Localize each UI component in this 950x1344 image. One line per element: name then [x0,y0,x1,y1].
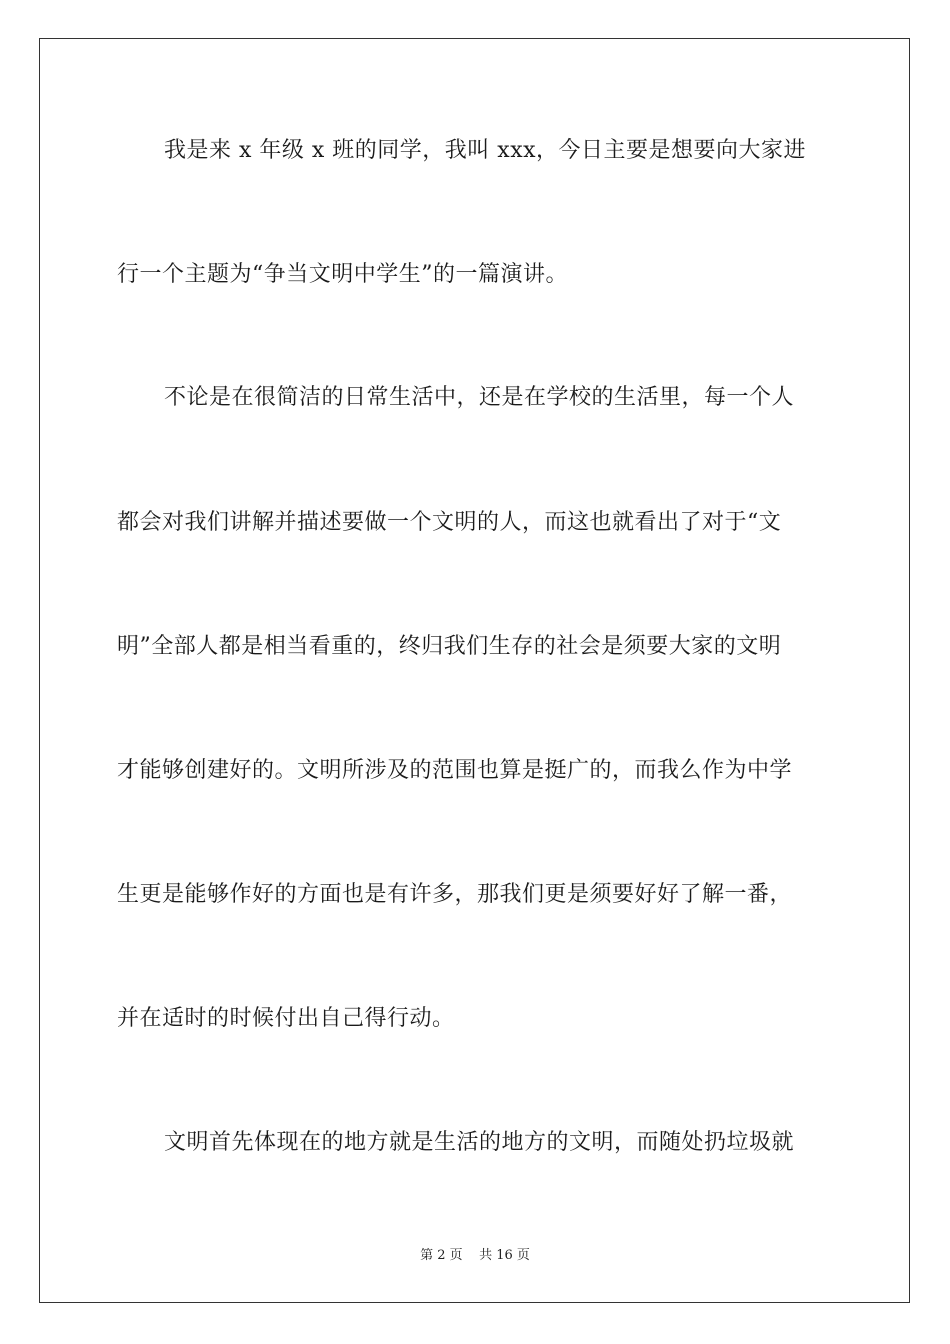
paragraph-line: 并在适时的时候付出自己得行动。 [117,1006,455,1031]
paragraph-line: 明”全部人都是相当看重的，终归我们生存的社会是须要大家的文明 [117,634,782,659]
paragraph-line: 我是来 x 年级 x 班的同学，我叫 xxx，今日主要是想要向大家进 [164,138,807,163]
paragraph-line: 都会对我们讲解并描述要做一个文明的人，而这也就看出了对于“文 [117,510,782,535]
paragraph-line: 行一个主题为“争当文明中学生”的一篇演讲。 [117,262,568,287]
page-border [39,38,910,1303]
paragraph-line: 生更是能够作好的方面也是有许多，那我们更是须要好好了解一番， [117,882,793,907]
paragraph-line: 不论是在很简洁的日常生活中，还是在学校的生活里，每一个人 [164,385,795,410]
paragraph-line: 才能够创建好的。文明所涉及的范围也算是挺广的，而我么作为中学 [117,758,793,783]
page-number-footer: 第 2 页 共 16 页 [420,1248,530,1263]
paragraph-line: 文明首先体现在的地方就是生活的地方的文明，而随处扔垃圾就 [164,1130,795,1155]
